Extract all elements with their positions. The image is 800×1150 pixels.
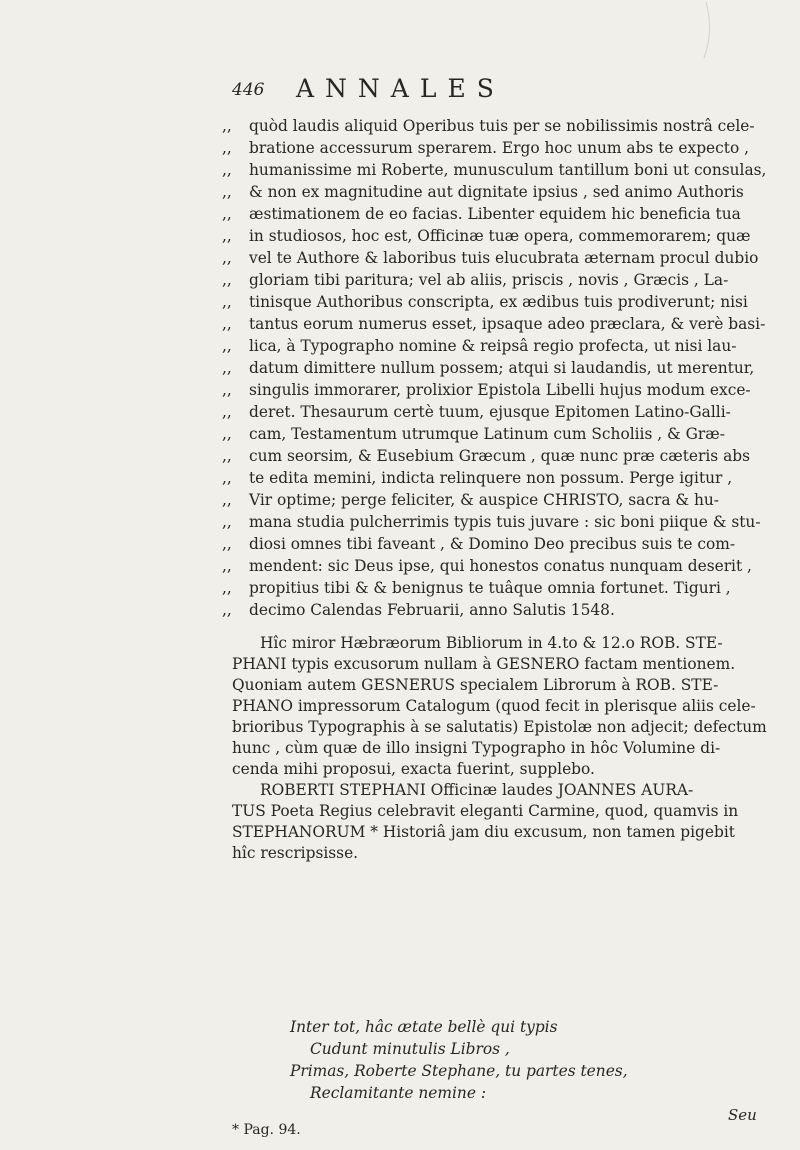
quote-line: [222, 313, 777, 335]
quoted-letter: [222, 115, 777, 621]
quotation-mark: ,,: [222, 359, 232, 377]
quote-text: & non ex magnitudine aut dignitate ipsius , sed animo Authoris: [249, 183, 744, 201]
quote-text: te edita memini, indicta relinquere non possum. Perge igitur ,: [249, 469, 733, 487]
paragraph-line: STEPHANORUM * Historiâ jam diu excusum, non tamen pigebit: [232, 823, 735, 841]
paragraph-line: brioribus Typographis à se salutatis) Epistolæ non adjecit; defectum: [232, 718, 767, 736]
quote-text: propitius tibi & & benignus te tuâque omnia fortunet. Tiguri ,: [249, 579, 731, 597]
ink-stroke-mark: [700, 0, 740, 60]
quote-line: [222, 269, 777, 291]
quote-line: [222, 533, 777, 555]
page-number: 446: [232, 80, 265, 100]
quote-line: [222, 445, 777, 467]
quote-text: gloriam tibi paritura; vel ab aliis, priscis , novis , Græcis , La-: [249, 271, 729, 289]
quote-line: [222, 511, 777, 533]
quote-line: [222, 291, 777, 313]
quotation-mark: ,,: [222, 579, 232, 597]
quote-text: decimo Calendas Februarii, anno Salutis 1548.: [249, 601, 615, 619]
quote-line: [222, 555, 777, 577]
quotation-mark: ,,: [222, 117, 232, 135]
quote-line: [222, 159, 777, 181]
commentary-paragraph: [232, 633, 780, 864]
quotation-mark: ,,: [222, 161, 232, 179]
quote-text: in studiosos, hoc est, Officinæ tuæ opera, commemorarem; quæ: [249, 227, 751, 245]
quote-line: [222, 467, 777, 489]
poem-line: Primas, Roberte Stephane, tu partes tenes,: [290, 1062, 628, 1080]
quote-line: [222, 225, 777, 247]
quotation-mark: ,,: [222, 381, 232, 399]
quote-line: [222, 423, 777, 445]
quote-text: singulis immorarer, prolixior Epistola Libelli hujus modum exce-: [249, 381, 751, 399]
quotation-mark: ,,: [222, 337, 232, 355]
quote-text: humanissime mi Roberte, munusculum tantillum boni ut consulas,: [249, 161, 767, 179]
poem-line: Reclamitante nemine :: [310, 1084, 487, 1102]
quote-text: tantus eorum numerus esset, ipsaque adeo præclara, & verè basi-: [249, 315, 766, 333]
paragraph-line: PHANO impressorum Catalogum (quod fecit in plerisque aliis cele-: [232, 697, 756, 715]
quote-line: [222, 599, 777, 621]
quotation-mark: ,,: [222, 447, 232, 465]
quote-line: [222, 181, 777, 203]
quotation-mark: ,,: [222, 403, 232, 421]
quotation-mark: ,,: [222, 601, 232, 619]
paragraph-line: hunc , cùm quæ de illo insigni Typographo in hôc Volumine di-: [232, 739, 721, 757]
quotation-mark: ,,: [222, 557, 232, 575]
quotation-mark: ,,: [222, 205, 232, 223]
quote-text: mana studia pulcherrimis typis tuis juvare : sic boni piique & stu-: [249, 513, 761, 531]
quotation-mark: ,,: [222, 293, 232, 311]
paragraph-line: cenda mihi proposui, exacta fuerint, supplebo.: [232, 760, 595, 778]
quote-text: diosi omnes tibi faveant , & Domino Deo precibus suis te com-: [249, 535, 736, 553]
quote-line: [222, 203, 777, 225]
quote-text: æstimationem de eo facias. Libenter equidem hic beneficia tua: [249, 205, 741, 223]
paragraph-line: hîc rescripsisse.: [232, 844, 359, 862]
quotation-mark: ,,: [222, 315, 232, 333]
catchword: Seu: [728, 1106, 757, 1124]
quote-text: Vir optime; perge feliciter, & auspice CHRISTO, sacra & hu-: [249, 491, 720, 509]
quote-text: cam, Testamentum utrumque Latinum cum Scholiis , & Græ-: [249, 425, 725, 443]
quote-text: lica, à Typographo nomine & reipsâ regio profecta, ut nisi lau-: [249, 337, 737, 355]
quote-text: deret. Thesaurum certè tuum, ejusque Epitomen Latino-Galli-: [249, 403, 731, 421]
paragraph-line: PHANI typis excusorum nullam à GESNERO factam mentionem.: [232, 655, 736, 673]
quote-line: [222, 357, 777, 379]
running-title: ANNALES: [296, 74, 505, 103]
quotation-mark: ,,: [222, 425, 232, 443]
quote-text: tinisque Authoribus conscripta, ex ædibus tuis prodiverunt; nisi: [249, 293, 748, 311]
quotation-mark: ,,: [222, 513, 232, 531]
quote-line: [222, 489, 777, 511]
paragraph-line: Hîc miror Hæbræorum Bibliorum in 4.to & 12.o ROB. STE-: [260, 634, 723, 652]
quotation-mark: ,,: [222, 183, 232, 201]
paragraph-line: ROBERTI STEPHANI Officinæ laudes JOANNES AURA-: [260, 781, 694, 799]
paragraph-line: TUS Poeta Regius celebravit eleganti Carmine, quod, quamvis in: [232, 802, 739, 820]
quotation-mark: ,,: [222, 271, 232, 289]
quote-line: [222, 401, 777, 423]
quotation-mark: ,,: [222, 469, 232, 487]
paragraph-line: Quoniam autem GESNERUS specialem Librorum à ROB. STE-: [232, 676, 719, 694]
quotation-mark: ,,: [222, 535, 232, 553]
quote-line: [222, 137, 777, 159]
quote-text: vel te Authore & laboribus tuis elucubrata æternam procul dubio: [249, 249, 759, 267]
quote-text: datum dimittere nullum possem; atqui si laudandis, ut merentur,: [249, 359, 755, 377]
quote-line: [222, 379, 777, 401]
quote-line: [222, 335, 777, 357]
quotation-mark: ,,: [222, 491, 232, 509]
poem-line: Cudunt minutulis Libros ,: [310, 1040, 510, 1058]
quote-line: [222, 577, 777, 599]
quote-text: quòd laudis aliquid Operibus tuis per se nobilissimis nostrâ cele-: [249, 117, 755, 135]
quote-text: cum seorsim, & Eusebium Græcum , quæ nunc præ cæteris abs: [249, 447, 750, 465]
quote-line: [222, 115, 777, 137]
quote-text: bratione accessurum sperarem. Ergo hoc unum abs te expecto ,: [249, 139, 750, 157]
quotation-mark: ,,: [222, 249, 232, 267]
poem-excerpt: [290, 1016, 710, 1104]
poem-line: Inter tot, hâc ætate bellè qui typis: [290, 1018, 558, 1036]
quotation-mark: ,,: [222, 139, 232, 157]
footnote: * Pag. 94.: [232, 1122, 301, 1138]
quote-line: [222, 247, 777, 269]
quote-text: mendent: sic Deus ipse, qui honestos conatus nunquam deserit ,: [249, 557, 752, 575]
quotation-mark: ,,: [222, 227, 232, 245]
